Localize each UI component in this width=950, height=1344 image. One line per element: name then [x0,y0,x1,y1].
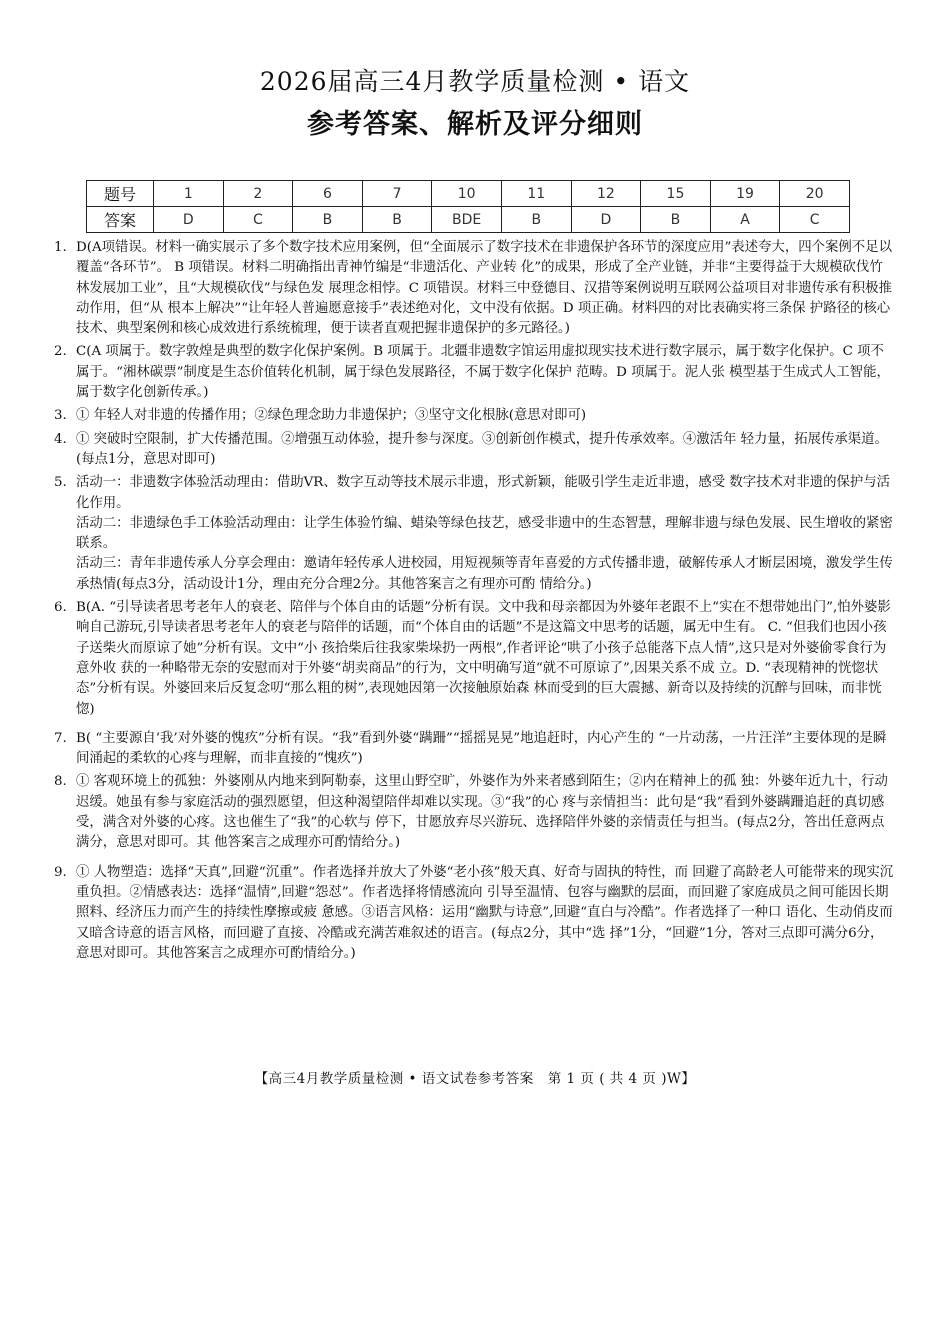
question-number-cell: 12 [571,181,641,207]
answer-cell: B [641,207,711,233]
item-text: ① 客观环境上的孤独：外婆刚从内地来到阿勒泰，这里山野空旷，外婆作为外来者感到陌生；②内在精神上的孤 独：外婆年近九十，行动迟缓。她虽有参与家庭活动的强烈愿望，但这种渴望陪伴却难以实现。③“我”的心 疼与亲情担当：此句是“我”看到外婆蹒跚追赶的真切感受，满含对外婆的心疼。这也催生了“我”的心软与 停下，甘愿放弃尽兴游玩、选择陪伴外婆的亲情责任与担当。(每点2分，答出任意两点满分，意思对即可。其 他答案言之成理亦可酌情给分。) [76,774,888,851]
answer-cell: B [293,207,363,233]
answer-label: 答案 [87,207,154,233]
question-number-cell: 10 [432,181,502,207]
activity-paragraph: 活动二：非遗绿色手工体验活动理由：让学生体验竹编、蜡染等绿色技艺，感受非遗中的生态智慧，理解非遗与绿色发展、民生增收的紧密联系。 [76,515,893,552]
question-number-cell: 20 [780,181,850,207]
item-number: 7. [54,730,67,746]
answer-cell: BDE [432,207,502,233]
explanation-item [54,473,896,514]
item-text: ① 年轻人对非遗的传播作用；②绿色理念助力非遗保护；③坚守文化根脉(意思对即可) [76,408,587,424]
item-number: 4. [54,431,67,447]
answer-cell: D [154,207,224,233]
answer-cell: B [501,207,571,233]
question-number-cell: 11 [501,181,571,207]
question-number-label: 题号 [87,181,154,207]
answer-cell: A [710,207,780,233]
explanation-item [54,430,896,471]
item-number: 2. [54,344,67,360]
item-text: ① 人物塑造：选择“天真”,回避“沉重”。作者选择并放大了外婆“老小孩”般天真、好奇与固执的特性，而 回避了高龄老人可能带来的现实沉重负担。②情感表达：选择“温情”,回避“怨怼”。作者选择将情感流向 引导至温情、包容与幽默的层面，而回避了家庭成员之间可能因长期照料、经济压力而产生的持续性摩擦或疲 惫感。③语言风格：运用“幽默与诗意”,回避“直白与冷酷”。作者选择了一种口 语化、生动俏皮而又暗含诗意的语言风格，而回避了直接、冷酷或充满苦难叙述的语言。(每点2分，其中“选 择”1分，“回避”1分，答对三点即可满分6分，意思对即可。其他答案言之成理亦可酌情给分。) [76,864,894,961]
answer-explanations [54,238,896,964]
explanation-item [54,598,896,720]
answer-cell: B [362,207,432,233]
item-number: 8. [54,774,67,790]
answer-cell: D [571,207,641,233]
item-number: 3. [54,408,67,424]
answer-cell: C [223,207,293,233]
item-text: ① 突破时空限制，扩大传播范围。②增强互动体验，提升参与深度。③创新创作模式，提升传承效率。④激活年 轻力量，拓展传承渠道。(每点1分，意思对即可) [76,431,888,467]
question-number-cell: 15 [641,181,711,207]
question-number-row [87,181,850,207]
question-number-cell: 1 [154,181,224,207]
activity-paragraph: 活动三：青年非遗传承人分享会理由：邀请年轻传承人进校园，用短视频等青年喜爱的方式传播非遗，破解传承人才断层困境，激发学生传承热情(每点3分，活动设计1分，理由充分合理2分。其他答案言之有理亦可酌 情给分。) [76,556,893,592]
answer-cell: C [780,207,850,233]
item-number: 1. [54,240,67,255]
item-text: 活动一：非遗数字体验活动理由：借助VR、数字互动等技术展示非遗，形式新颖，能吸引学生走近非遗，感受 数字技术对非遗的保护与活化作用。 [76,475,891,511]
explanation-item [54,342,896,403]
item-text: B( “主要源自‘我’对外婆的愧疚”分析有误。“我”看到外婆“蹒跚”“摇摇晃晃”地追赶时，内心产生的 “一片动荡，一片汪洋”主要体现的是瞬间涌起的柔软的心疼与理解，而非直接的“愧疚”) [76,730,887,767]
item-text: C(A 项属于。数字敦煌是典型的数字化保护案例。B 项属于。北疆非遗数字馆运用虚拟现实技术进行数字展示，属于数字化保护。C 项不属于。“湘林碳票”制度是生态价值转化机制，属于绿色发展路径，不属于数字化保护 范畴。D 项属于。泥人张 模型基于生成式人工智能，属于数字化创新传承。) [76,344,890,401]
explanation-item [54,406,896,426]
page-subtitle: 参考答案、解析及评分细则 [307,109,643,140]
explanation-item [54,863,896,964]
item-text: D(A项错误。材料一确实展示了多个数字技术应用案例，但“全面展示了数字技术在非遗保护各环节的深度应用”表述夸大，四个案例不足以覆盖“各环节”。 B 项错误。材料二明确指出青神竹编是“非遗活化、产业转 化”的成果，形成了全产业链，并非“主要得益于大规模砍伐竹林发展加工业”，且“大规模砍伐”与绿色发 展理念相悖。C 项错误。材料三中登德目、汉措等案例说明互联网公益项目对非遗传承有积极推动作用，但“从 根本上解决”“让年轻人普遍愿意接手”表述绝对化，文中没有依据。D 项正确。材料四的对比表确实将三条保 护路径的核心技术、典型案例和核心成效进行系统梳理，便于读者直观把握非遗保护的多元路径。) [76,240,892,337]
explanation-item [54,238,896,339]
question-number-cell: 7 [362,181,432,207]
answer-row [87,207,850,233]
answer-table [86,180,850,233]
item-number: 5. [54,475,67,491]
explanation-item [54,729,896,770]
item-number: 9. [54,864,67,880]
item-text: B(A. “引导读者思考老年人的衰老、陪伴与个体自由的话题”分析有误。文中我和母亲都因为外婆年老跟不上“实在不想带她出门”,怕外婆影响自己游玩,引导读者思考老年人的衰老与陪伴的话题，而“个体自由的话题”不是这篇文中思考的话题，属无中生有。 C. “但我们也因小孩子送柴火而原谅了她”分析有误。文中“小 孩拾柴后往我家柴垛扔一两根”,作者评论“哄了小孩子总能落下点人情”,这只是对外婆偷零食行为意外收 获的一种略带无奈的安慰而对于外婆“胡卖商品”的行为，文中明确写道“就不可原谅了”,因果关系不成 立。D. “表现精神的恍惚状态”分析有误。外婆回来后反复念叨“那么粗的树”,表现她因第一次接触原始森 林而受到的巨大震撼、新奇以及持续的沉醉与回味，而非恍惚) [76,600,891,717]
question-number-cell: 6 [293,181,363,207]
explanation-item [54,772,896,853]
question-number-cell: 19 [710,181,780,207]
page-title: 2026届高三4月教学质量检测 • 语文 [259,67,691,96]
page-footer: 【高三4月教学质量检测 • 语文试卷参考答案 第 1 页 ( 共 4 页 )W】 [254,1071,696,1087]
item-number: 6. [54,600,67,616]
question-number-cell: 2 [223,181,293,207]
